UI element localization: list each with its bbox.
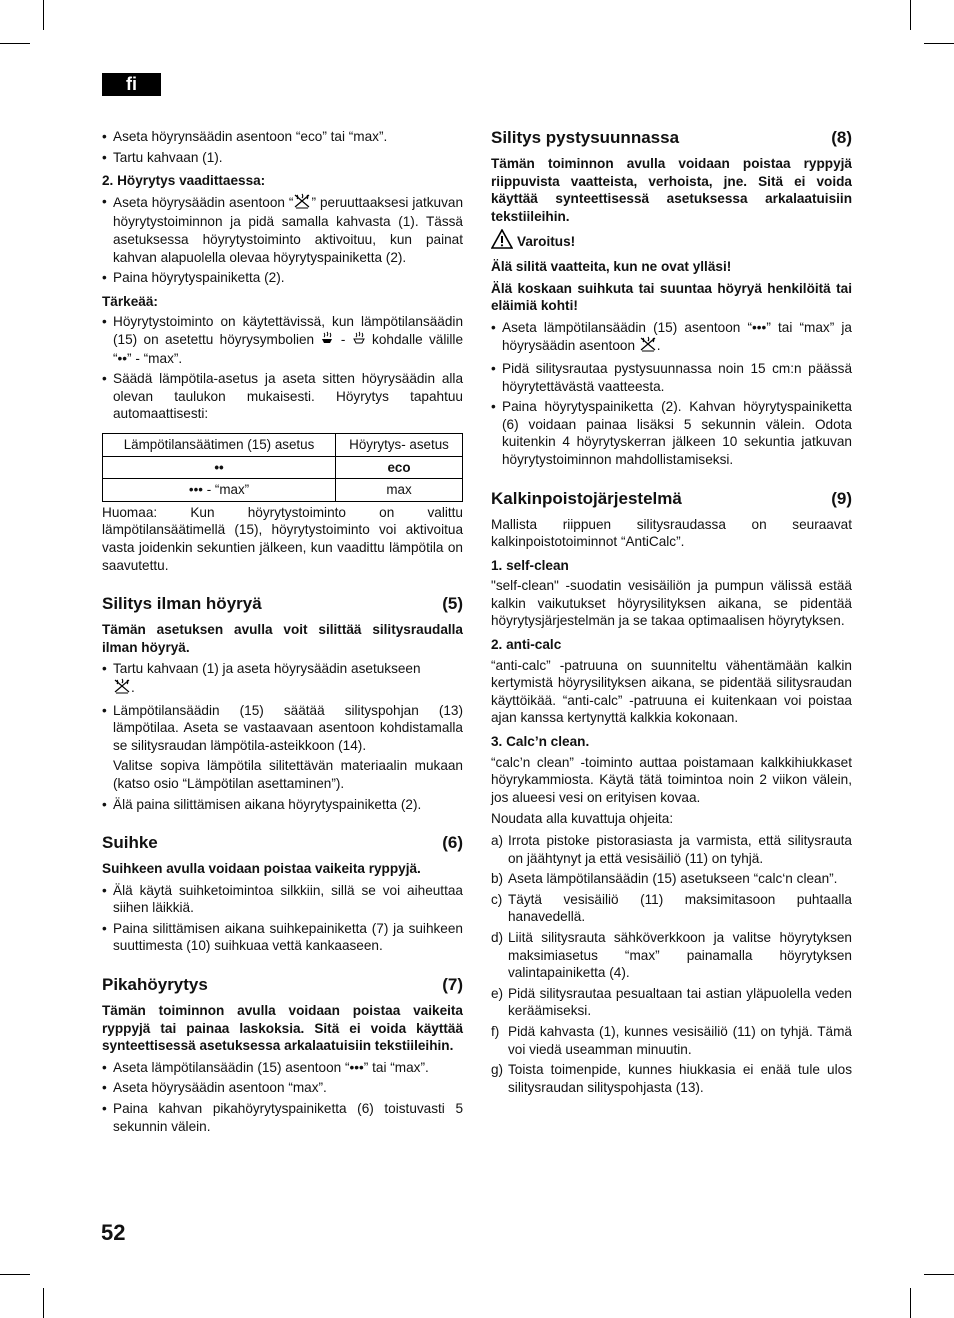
steam-symbol-icon [320, 331, 334, 350]
text: . [656, 338, 661, 354]
step-text: Pidä kahvasta (1), kunnes vesisäiliö (11) on tyhjä. Tämä voi viedä useamman minuutin. [508, 1023, 852, 1057]
burst-heading: 2. Höyrytys vaadittaessa: [102, 173, 266, 189]
list-item [491, 832, 852, 867]
list-item [491, 319, 852, 357]
section-number: (6) [442, 833, 463, 853]
section-title: Suihke [102, 833, 158, 853]
list-item [491, 1023, 852, 1058]
paragraph: “calc’n clean” -toiminto auttaa poistamaan kalkkihiukkaset höyrykammiosta. Käytä tätä toimintoa noin 2 viikon välein, jos alueesi vesi on erityisen kovaa. [491, 754, 852, 805]
paragraph: “anti-calc” -patruuna on suunniteltu vähentämään kalkin kertymistä höyrysilityksen aikana, se pidentää silitysraudan käyttöikää. “anti-calc” -patruuna ei kuitenkaan voi poistaa ajan kanssa kertynyttä kalkkia kokonaan. [491, 657, 852, 726]
crop-mark [43, 0, 44, 30]
text: Aseta höyrysäädin asentoon “ [113, 194, 294, 210]
section-title: Silitys ilman höyryä [102, 594, 262, 614]
list-item: • Älä käytä suihketoimintoa silkkiin, sillä se voi aiheuttaa siihen läikkiä. [102, 882, 463, 917]
sub-heading: 1. self-clean [491, 557, 569, 573]
step-marker: b) [491, 871, 504, 887]
steps-list [491, 832, 852, 1096]
table-cell: ••• - “max” [103, 479, 336, 502]
warning-text: Varoitus! [517, 233, 576, 249]
right-column [491, 128, 852, 1099]
section-number: (9) [831, 488, 852, 508]
text: ” peruuttaaksesi jatkuvan höyrytystoiminnon ja pidä samalla kahvasta (1). Tässä asetuksessa höyrytystoiminto aktivoituu, kun painat kahvan alapuolella olevaa höyrytyspainiketta (2). [113, 194, 463, 265]
list-item: • Aseta lämpötilansäädin (15) asentoon “•••” tai “max”. [102, 1059, 463, 1077]
list-item [102, 660, 463, 698]
list-item [491, 1061, 852, 1096]
note-paragraph: Huomaa: Kun höyrytystoiminto on valittu lämpötilansäätimellä (15), höyrytystoiminto voi aktivoitua vasta joidenkin sekuntien jälkeen, kun vaadittu lämpötila on saavutettu. [102, 504, 463, 573]
section-lead: Tämän asetuksen avulla voit silittää silitysraudalla ilman höyryä. [102, 622, 463, 655]
list-item [491, 891, 852, 926]
list-item: • Paina kahvan pikahöyrytyspainiketta (6) toistuvasti 5 sekunnin välein. [102, 1100, 463, 1135]
list-item: • Aseta höyrynsäädin asentoon “eco” tai “max”. [102, 128, 463, 146]
important-list [102, 313, 463, 423]
table-row [103, 479, 463, 502]
section-heading [102, 975, 463, 995]
step-text: Täytä vesisäiliö (11) maksimitasoon puhtaalla hanavedellä. [508, 891, 852, 925]
list-item [102, 702, 463, 793]
section-lead: Suihkeen avulla voidaan poistaa vaikeita ryppyjä. [102, 861, 421, 877]
step-text: Toista toimenpide, kunnes hiukkasia ei enää tule ulos silitysraudan silityspohjasta (13). [508, 1062, 852, 1095]
steam-symbol-icon [352, 331, 366, 350]
step-text: Irrota pistoke pistorasiasta ja varmista, että silitysrauta on jäähtynyt ja että vesisäiliö (11) on tyhjä. [508, 833, 852, 866]
step-marker: g) [491, 1062, 504, 1078]
list-item: • Pidä silitysrautaa pystysuunnassa noin 15 cm:n päässä höyrytettävästä vaatteesta. [491, 360, 852, 395]
warning-label [491, 229, 852, 254]
no-steam-icon [113, 678, 131, 699]
table-header-cell: Lämpötilansäätimen (15) asetus [103, 434, 336, 457]
crop-mark [924, 1274, 954, 1275]
step-marker: e) [491, 985, 504, 1001]
warning-line: Älä silitä vaatteita, kun ne ovat ylläsi! [491, 258, 732, 274]
crop-mark [0, 1274, 30, 1275]
text: Lämpötilansäädin (15) säätää silityspohjan (13) lämpötilaa. Aseta se vastaavaan asentoon kohdistamalla se silitysraudan lämpötila-asteikkoon (14). [113, 702, 463, 753]
step-marker: a) [491, 833, 504, 848]
text: Aseta lämpötilansäädin (15) asentoon “•••” tai “max” ja höyrysäädin asentoon [502, 319, 852, 354]
step-text: Liitä silitysrauta sähköverkkoon ja valitse höyrytyksen maksimiasetus “max” painamalla höyrytyksen valintapainiketta (4). [508, 929, 852, 981]
list-item: • Älä paina silittämisen aikana höyrytyspainiketta (2). [102, 796, 463, 814]
section-list [491, 319, 852, 469]
crop-mark [924, 43, 954, 44]
sub-heading: 2. anti-calc [491, 637, 562, 653]
section-list [102, 660, 463, 813]
paragraph: Mallista riippuen silitysraudassa on seuraavat kalkinpoistotoiminnot “AntiCalc”. [491, 516, 852, 550]
list-item: • Paina höyrytyspainiketta (2). [102, 269, 463, 287]
text: - [340, 331, 346, 347]
section-heading [102, 594, 463, 614]
text: kohdalle välille “••” - “max”. [113, 331, 464, 366]
table-header-row [103, 434, 463, 457]
crop-mark [910, 0, 911, 30]
table-cell: max [336, 479, 463, 502]
section-heading [102, 833, 463, 853]
list-item-continuation: Valitse sopiva lämpötila silitettävän materiaalin mukaan (katso osio “Lämpötilan asettaminen”). [113, 758, 463, 791]
section-number: (7) [442, 975, 463, 995]
section-lead: Tämän toiminnon avulla voidaan poistaa vaikeita ryppyjä tai painaa laskoksia. Sitä ei voida käyttää synteettisessä asetuksessa arkalaatuisiin tekstiileihin. [102, 1003, 463, 1054]
paragraph: "self-clean" -suodatin vesisäiliön ja pumpun välissä estää kalkin vaikutukset höyrysilityksen aikana, se pidentää höyrytysjärjestelmän ja se takaa optimaalisen höyrytyksen. [491, 578, 852, 629]
list-item: • Aseta höyrysäädin asentoon “max”. [102, 1079, 463, 1097]
section-list [102, 1059, 463, 1135]
table-row [103, 456, 463, 479]
list-item [102, 193, 463, 266]
table-cell: •• [103, 456, 336, 479]
step-marker: f) [491, 1023, 500, 1039]
section-title: Pikahöyrytys [102, 975, 208, 995]
list-item: • Tartu kahvaan (1). [102, 149, 463, 167]
section-number: (5) [442, 594, 463, 614]
text: Höyrytystoiminto on käytettävissä, kun lämpötilansäädin (15) on asetettu höyrysymbolien [113, 314, 463, 347]
settings-table [102, 433, 463, 502]
section-title: Silitys pystysuunnassa [491, 128, 680, 147]
page-number: 52 [101, 1220, 126, 1245]
crop-mark [43, 1288, 44, 1318]
warning-icon [491, 229, 513, 254]
list-item: • Säädä lämpötila-asetus ja aseta sitten höyrysäädin alla olevan taulukon mukaisesti. Höyrytys tapahtuu automaattisesti: [102, 370, 463, 423]
section-number: (8) [831, 128, 852, 147]
list-item: • Paina höyrytyspainiketta (2). Kahvan höyrytyspainiketta (6) voidaan painaa lisäksi 5 sekunnin välein. Odota kuitenkin 4 höyrytyskerran jälkeen 10 sekuntia jatkuvan höyrytystoiminnon mahdollistamiseksi. [491, 398, 852, 468]
intro-list [102, 128, 463, 166]
language-tab: fi [102, 73, 161, 96]
list-item [491, 870, 852, 888]
no-steam-icon [639, 336, 657, 357]
section-title: Kalkinpoistojärjestelmä [491, 488, 682, 508]
step-marker: d) [491, 929, 504, 945]
sub-heading: 3. Calc’n clean. [491, 734, 590, 750]
section-heading [491, 128, 852, 148]
list-item: • Paina silittämisen aikana suihkepainiketta (7) ja suihkeen suuttimesta (10) suihkuaa vettä kankaaseen. [102, 920, 463, 955]
list-item [102, 313, 463, 367]
paragraph: Noudata alla kuvattuja ohjeita: [491, 811, 674, 827]
text: . [131, 679, 135, 695]
list-item [491, 929, 852, 982]
table-header-cell: Höyrytys- asetus [336, 434, 463, 457]
section-lead: Tämän toiminnon avulla voidaan poistaa ryppyjä riippuvista vaatteista, verhoista, jne. Sitä ei voida käyttää synteettisessä asetuksessa arkalaatuisiin tekstiileihin. [491, 156, 852, 224]
crop-mark [910, 1288, 911, 1318]
crop-mark [0, 43, 30, 44]
left-column [102, 128, 463, 1139]
list-item [491, 985, 852, 1020]
step-text: Aseta lämpötilansäädin (15) asetukseen “calc‘n clean”. [508, 871, 838, 887]
step-marker: c) [491, 891, 503, 907]
step-text: Pidä silitysrautaa pesualtaan tai astian yläpuolella veden keräämiseksi. [508, 985, 852, 1019]
section-heading [491, 489, 852, 509]
burst-list [102, 193, 463, 287]
table-cell: eco [336, 456, 463, 479]
section-list [102, 882, 463, 955]
warning-line: Älä koskaan suihkuta tai suuntaa höyryä henkilöitä tai eläimiä kohti! [491, 280, 852, 314]
no-steam-icon [293, 193, 311, 214]
text: Tartu kahvaan (1) ja aseta höyrysäädin asetukseen [113, 661, 421, 677]
important-heading: Tärkeää: [102, 293, 158, 309]
